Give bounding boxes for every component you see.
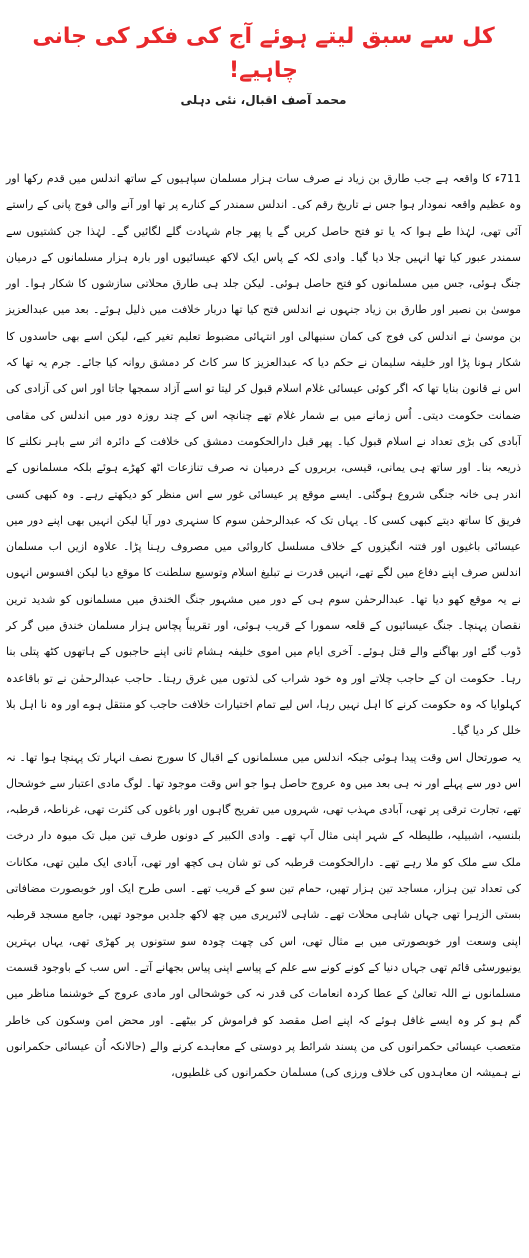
article-paragraph-2: یہ صورتحال اس وقت پیدا ہوئی جبکہ اندلس میں مسلمانوں کے اقبال کا سورج نصف انہار تک پہنچا ہوا تھا۔ نہ اس دور سے پہلے اور نہ ہی بعد میں وہ عروج حاصل ہوا جو اس وقت موجود تھا۔ لوگ مادی اعتبار سے خوشحال تھے، تجارت ترقی پر تھی، آبادی مہذب تھی، شہروں میں تفریح گاہوں اور باغوں کی کثرت تھی، غرناطہ، قرطبہ، بلنسیہ، اشبیلیہ، طلیطلہ کے شہر اپنی مثال آپ تھے۔ وادی الکبیر کے دونوں طرف تین میل تک میوہ دار درخت ملک سے ملک کو ملا رہے تھے۔ دارالحکومت قرطبہ کی تو شان ہی کچھ اور تھی، آبادی ایک ملین تھی، مکانات کی تعداد تین ہزار، مساجد تین ہزار تھیں، حمام تین سو کے قریب تھے۔ اسی طرح ایک اور خوبصورت مضافاتی بستی الزہرا تھی جہاں شاہی محلات تھے۔ شاہی لائبریری میں چھ لاکھ جلدیں موجود تھیں، جامع مسجد قرطبہ اپنی وسعت اور خوبصورتی میں بے مثال تھی، اس کی چھت چودہ سو ستونوں پر کھڑی تھی، یہاں بہترین یونیورسٹی قائم تھی جہاں دنیا کے کونے کونے سے علم کے پیاسے اپنی پیاس بجھانے آتے۔ اس سب کے باوجود قسمت مسلمانوں نے اللہ تعالیٰ کے عطا کردہ انعامات کی قدر نہ کی خوشحالی اور مادی عروج کے خوشنما مناظر میں گم ہو کر وہ ایسے غافل ہوئے کہ اپنے اصل مقصد کو فراموش کر بیٹھے۔ اور محض امن وسکون کی خاطر متعصب عیسائی حکمرانوں کی من پسند شرائط پر دوستی کے معاہدے کرنے والے (حالانکہ اُن عیسائی حکمرانوں نے ہمیشہ ان معاہدوں کی خلاف ورزی کی) مسلمان حکمرانوں کی غلطیوں، bbox=[6, 750, 521, 1080]
article-byline: محمد آصف اقبال، نئی دہلی bbox=[180, 93, 347, 107]
article-paragraph-1: 711ء کا واقعہ ہے جب طارق بن زیاد نے صرف سات ہزار مسلمان سپاہیوں کے ساتھ اندلس میں قدم رکھا اور وہ عظیم واقعہ نمودار ہوا جس نے تاریخ رقم کی۔ اندلس سمندر کے کنارے پر تھا اور آنے والی فوج پانی کے راستے آئی تھی، لہٰذا طے ہوا کہ یا تو فتح حاصل کریں گے یا پھر جام شہادت گلے لگائیں گے۔ لہٰذا جن کشتیوں سے سمندر عبور کیا تھا انہیں جلا دیا گیا۔ وادی لکہ کے پاس ایک لاکھ عیسائیوں اور بارہ ہزار مسلمانوں کے درمیان جنگ ہوئی، جس میں مسلمانوں کو فتح حاصل ہوئی۔ لیکن جلد ہی طارق محلاتی سازشوں کا شکار ہوا۔ اور موسیٰ بن نصیر اور طارق بن زیاد جنہوں نے اندلس فتح کیا تھا دربار خلافت میں ذلیل ہوئے۔ بعد میں عبدالعزیز بن موسیٰ نے اندلس کی فوج کی کمان سنبھالی اور انتہائی مضبوط تعلیم تغیر کیے، لیکن اسے بھی حاسدوں کا شکار ہونا پڑا اور خلیفہ سلیمان نے حکم دیا کہ عبدالعزیز کا سر کاٹ کر دمشق روانہ کیا جائے۔ جرم یہ تھا کہ اس نے قانون بنایا تھا کہ اگر کوئی عیسائی غلام اسلام قبول کر لیتا تو اسے آزاد سمجھا جاتا اور اس کی آزادی کی ضمانت حکومت دیتی۔ اُس زمانے میں بے شمار غلام تھے چنانچہ اس کے چند روزہ دور میں اندلس کی مقامی آبادی کی بڑی تعداد نے اسلام قبول کیا۔ پھر قبل دارالحکومت دمشق کی خلافت کے دائرہ اثر سے باہر نکلنے کا ذریعہ بنا۔ اور ساتھ ہی یمانی، قیسی، بربروں کے درمیان نہ صرف تنازعات اٹھ کھڑے ہوئے بلکہ مسلمانوں کے اندر ہی خانہ جنگی شروع ہوگئی۔ ایسے موقع پر عیسائی غور سے اس منظر کو دیکھتے رہے۔ وہ کبھی کسی فریق کا ساتھ دیتے کبھی کسی کا۔ یہاں تک کہ عبدالرحمٰن سوم کا سنہری دور آیا لیکن انہیں بھی اپنے دور میں عیسائی باغیوں اور فتنہ انگیزوں کے خلاف مسلسل کاروائی میں مصروف رہنا پڑا۔ علاوہ ازیں اب مسلمان اندلس صرف اپنے دفاع میں لگے تھے، انہیں قدرت نے تبلیغ اسلام وتوسیع سلطنت کا موقع دیا لیکن افسوس انہوں نے یہ موقع کھو دیا تھا۔ عبدالرحمٰن سوم ہی کے دور میں مشہور جنگ الخندق میں مسلمانوں کو شدید ترین نقصان پہنچا۔ جنگ عیسائیوں کے قلعہ سمورا کے قریب ہوئی، اور تقریباً پچاس ہزار مسلمان خندق میں گر کر ڈوب گئے اور بھاگنے والے قتل ہوئے۔ آخری ایام میں اموی خلیفہ ہشام ثانی اپنے حاجبوں کے ہاتھوں کٹھ پتلی بنا رہا۔ حکومت ان کے حاجب چلاتے اور وہ خود شراب کی لذتوں میں غرق رہتا۔ حاجب عبدالرحمٰن نے تو باقاعدہ کہلوایا کہ وہ حکومت کرنے کا اہل نہیں رہا، اس لیے تمام اختیارات خلافت حاجب کو منتقل ہوے اور وہ نا اہل بلا خلل کر دیا گیا۔ bbox=[6, 172, 521, 738]
article-headline: کل سے سبق لیتے ہوئے آج کی فکر کی جانی چاہیے! bbox=[32, 24, 495, 83]
